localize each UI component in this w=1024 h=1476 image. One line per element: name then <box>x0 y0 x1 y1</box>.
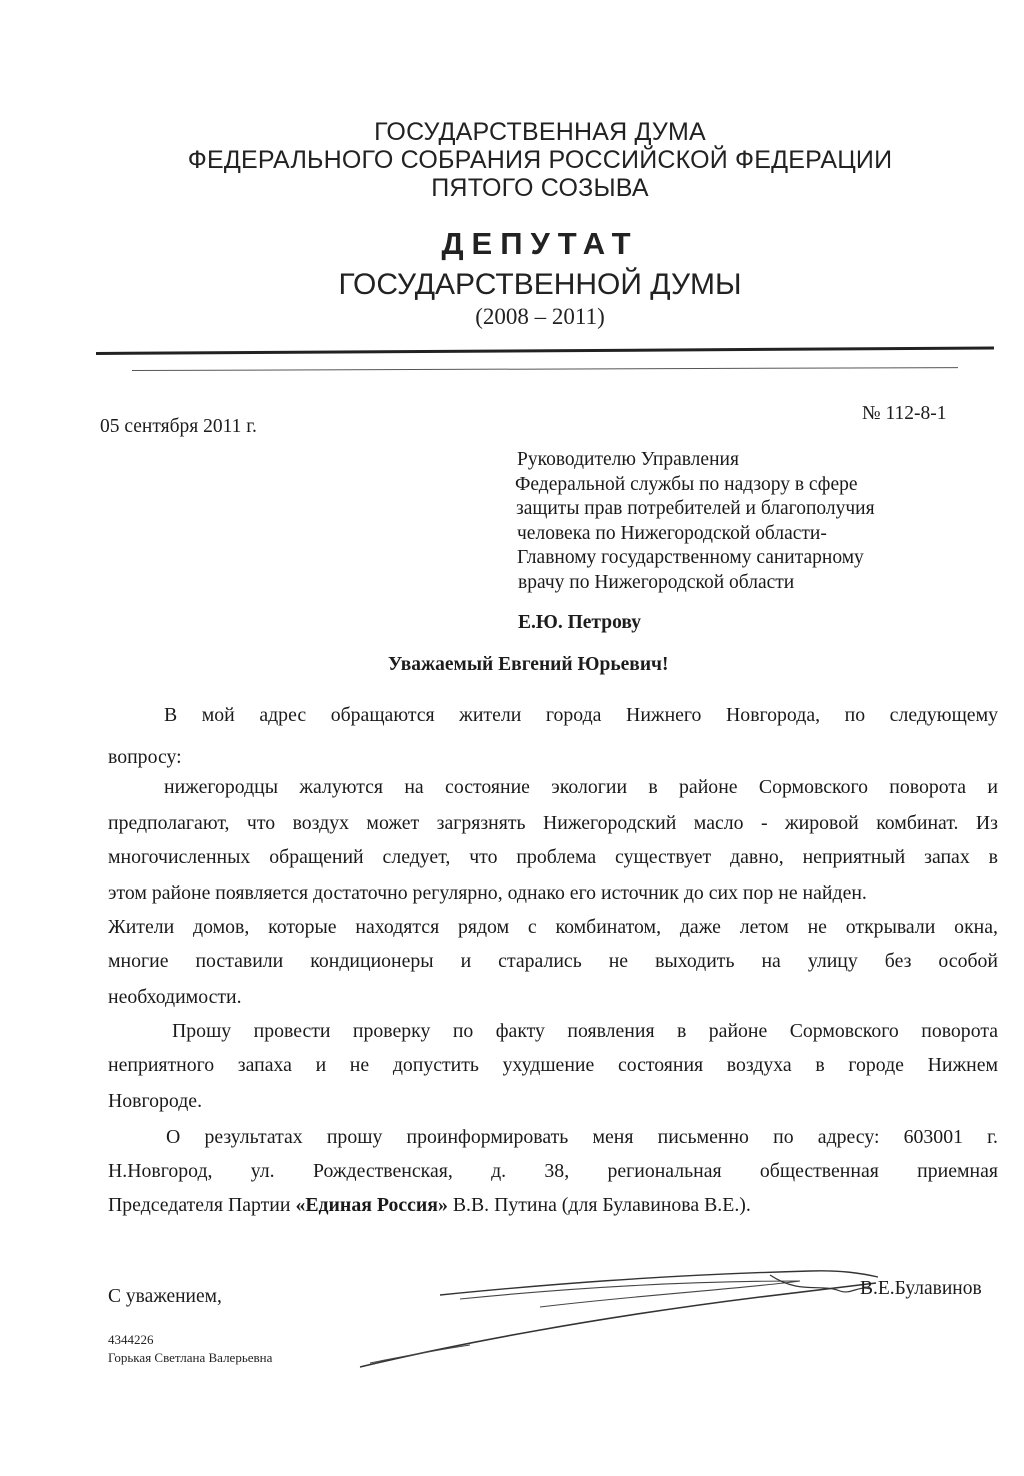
header-line-3: ПЯТОГО СОЗЫВА <box>431 174 649 202</box>
body-line: Жители домов, которые находятся рядом с комбинатом, даже летом не открывали окна, <box>108 916 998 938</box>
header-divider-thin <box>132 367 958 371</box>
body-line: многие поставили кондиционеры и старались не выходить на улицу без особой <box>108 950 998 972</box>
addressee-line: человека по Нижегородской области- <box>517 522 827 544</box>
header-divider-thick <box>96 347 994 355</box>
closing-phrase: С уважением, <box>108 1286 222 1307</box>
header-line-1: ГОСУДАРСТВЕННАЯ ДУМА <box>374 118 706 146</box>
header-title: ДЕПУТАТ <box>441 226 639 261</box>
letter-body <box>108 700 998 1260</box>
addressee-line: Руководителю Управления <box>517 449 739 470</box>
body-line: вопросу: <box>108 746 182 768</box>
body-line: О результатах прошу проинформировать меня письменно по адресу: 603001 г. <box>166 1126 998 1148</box>
header-line-2: ФЕДЕРАЛЬНОГО СОБРАНИЯ РОССИЙСКОЙ ФЕДЕРАЦИИ <box>187 146 893 174</box>
addressee-block <box>515 448 875 596</box>
body-line: нижегородцы жалуются на состояние экологии в районе Сормовского поворота и <box>164 776 998 798</box>
greeting: Уважаемый Евгений Юрьевич! <box>388 654 669 675</box>
body-line: необходимости. <box>108 986 242 1008</box>
addressee-line: Федеральной службы по надзору в сфере <box>515 473 858 495</box>
party-name: «Единая Россия» <box>295 1194 448 1216</box>
body-text-run: В.В. Путина (для Булавинова В.Е.). <box>447 1194 751 1216</box>
body-line: Прошу провести проверку по факту появления в районе Сормовского поворота <box>172 1020 998 1042</box>
body-text-run: Председателя Партии <box>108 1194 296 1216</box>
body-line: предполагают, что воздух может загрязнять Нижегородский масло - жировой комбинат. Из <box>108 812 998 834</box>
addressee-line: защиты прав потребителей и благополучия <box>516 498 875 520</box>
signer-name: В.Е.Булавинов <box>860 1278 982 1299</box>
handwritten-signature <box>340 1255 880 1375</box>
recipient-name: Е.Ю. Петрову <box>518 612 641 633</box>
executor-name: Горькая Светлана Валерьевна <box>108 1350 273 1365</box>
body-line: Новгороде. <box>108 1090 203 1112</box>
addressee-line: врачу по Нижегородской области <box>518 571 795 593</box>
body-line: неприятного запаха и не допустить ухудшение состояния воздуха в городе Нижнем <box>108 1054 998 1076</box>
body-line-last <box>108 1194 998 1217</box>
body-line: многочисленных обращений следует, что проблема существует давно, неприятный запах в <box>108 846 998 868</box>
letter-number: № 112-8-1 <box>862 403 947 424</box>
body-line: Н.Новгород, ул. Рождественская, д. 38, региональная общественная приемная <box>108 1160 998 1182</box>
header-years: (2008 – 2011) <box>475 304 605 329</box>
body-line: В мой адрес обращаются жители города Нижнего Новгорода, по следующему <box>164 704 998 726</box>
header-subtitle: ГОСУДАРСТВЕННОЙ ДУМЫ <box>338 268 742 301</box>
letter-date: 05 сентября 2011 г. <box>100 416 257 437</box>
addressee-line: Главному государственному санитарному <box>517 547 864 569</box>
body-line: этом районе появляется достаточно регулярно, однако его источник до сих пор не найден. <box>108 882 867 904</box>
executor-phone: 4344226 <box>108 1332 154 1347</box>
